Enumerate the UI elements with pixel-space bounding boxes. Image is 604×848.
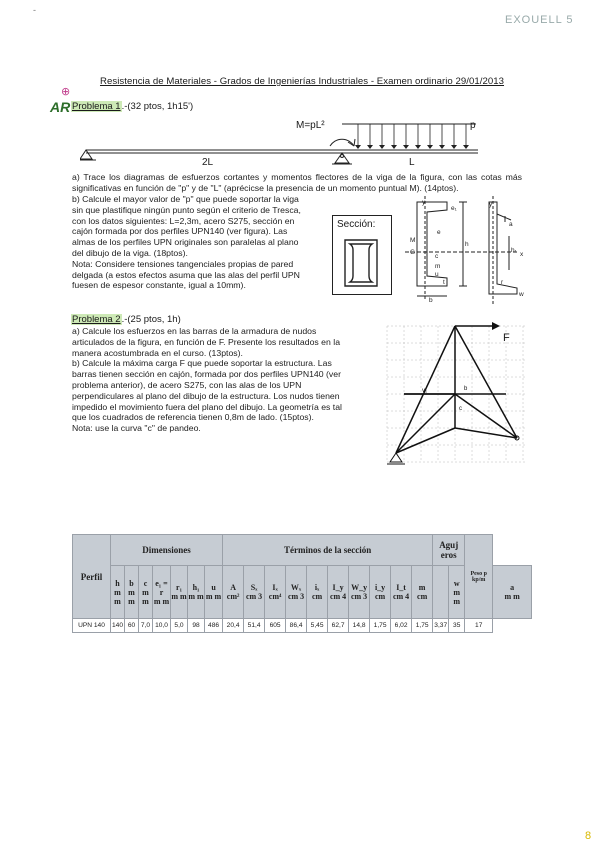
page-number: 8 <box>585 830 592 842</box>
problem2-line: Nota: use la curva "c" de pandeo. <box>72 423 201 434</box>
problem1-b-line: b) Calcule el mayor valor de "p" que puede soportar la viga <box>72 194 299 204</box>
problem1-b-line: con los datos siguientes: L=2,3m, acero S275, sección en <box>72 215 295 226</box>
problem1-b-line: fuesen de espesor constante, igual a 10mm). <box>72 280 246 291</box>
problem2-title <box>71 314 181 325</box>
table-row: UPN 140 140 60 7,0 10,0 5,0 98 486 20,4 51,4 605 86,4 5,45 62,7 14,8 1,75 6,02 1,75 3,37 35 17 <box>73 619 532 633</box>
upn-label-y2: y <box>489 201 493 208</box>
col-a: a m m <box>493 566 532 619</box>
distributed-load-arrows <box>358 124 466 148</box>
beam-span-right: L <box>409 157 415 168</box>
beam-load-label: p <box>470 120 476 131</box>
problem1-b-line: sin que plastifique ningún punto según el criterio de Tresca, <box>72 204 301 215</box>
problem2-text <box>72 326 378 434</box>
problem1-label: Problema 1 <box>72 101 121 112</box>
col-Wx: Wₓ cm 3 <box>286 566 307 619</box>
col-Wy: W_y cm 3 <box>349 566 370 619</box>
upn-label-ey: e <box>437 229 441 236</box>
problem1-b-line: Nota: Considere tensiones tangenciales propias de pared <box>72 258 294 269</box>
problem2-line: impedido el movimiento fuera del plano del dibujo. La geometría es tal <box>72 401 342 412</box>
upn-profile-drawing <box>405 196 535 308</box>
upn-label-h: h <box>465 241 469 248</box>
moment-arc <box>330 139 354 146</box>
annotation-initials: AR <box>50 99 71 115</box>
upn-label-b: b <box>429 297 433 304</box>
col-w: w m m <box>449 566 465 619</box>
upn-label-M: M <box>410 237 416 244</box>
group-terminos: Términos de la sección <box>223 535 433 566</box>
problem2-line: que los cuadrados de referencia tienen 0,8m de lado. (15ptos). <box>72 412 314 423</box>
force-arrowhead <box>492 322 500 330</box>
col-ix: iₓ cm <box>307 566 328 619</box>
upn-properties-table <box>72 534 532 646</box>
col-Sx: Sₓ cm 3 <box>244 566 265 619</box>
upn-label-u: u <box>435 271 439 278</box>
upn-label-w: w <box>519 291 524 298</box>
problem1-b-line: almas de los perfiles UPN originales son paralelas al plano <box>72 237 299 248</box>
upn-label-c: c <box>435 253 439 260</box>
problem1-points: .-(32 ptos, 1h15') <box>121 101 194 112</box>
truss-force-label: F <box>503 332 510 344</box>
beam-span-left: 2L <box>202 157 214 168</box>
problem1-b-line: cajón formada por dos perfiles UPN140 (ver figura). Las <box>72 226 288 237</box>
group-dimensiones: Dimensiones <box>111 535 223 566</box>
col-iy: i_y cm <box>370 566 391 619</box>
col-e1: e₁ = r m m <box>153 566 171 619</box>
truss-supports <box>387 436 519 464</box>
beam-moment-label: M=pL² <box>296 120 325 131</box>
problem2-line: manera acostumbrada en el curso. (13ptos). <box>72 347 243 358</box>
truss-label-b: b <box>464 386 468 392</box>
group-agujeros: Aguj eros <box>433 535 465 566</box>
exam-header: Resistencia de Materiales - Grados de Ingenierías Industriales - Examen ordinario 29/01/2013 <box>99 76 505 87</box>
problem1-b-line: delgada (a estos efectos asuma que las alas del perfil UPN <box>72 269 300 280</box>
problem2-label: Problema 2 <box>72 314 121 325</box>
truss-bars <box>396 326 517 453</box>
upn-label-x: x <box>520 251 524 258</box>
problem1-b-line: del dibujo de la viga. (18ptos). <box>72 247 188 258</box>
col-Ix: Iₓ cm⁴ <box>265 566 286 619</box>
col-A: A cm² <box>223 566 244 619</box>
upn-label-r: r <box>501 279 504 286</box>
problem2-line: perpendiculares al plano del dibujo de la estructura. Los nudos tienen <box>72 390 340 401</box>
col-m: m cm <box>412 566 433 619</box>
col-peso: Peso p kp/m <box>465 535 493 619</box>
upn-label-m: m <box>435 263 441 270</box>
truss-label-v1: v₁ <box>422 388 428 394</box>
col-u: u m m <box>205 566 223 619</box>
col-h: h m m <box>111 566 125 619</box>
upn-label-t: t <box>443 279 445 286</box>
problem2-line: barras tienen sección en cajón, formada por dos perfiles UPN140 (ver <box>72 369 341 380</box>
truss-label-c: c <box>459 406 462 412</box>
corner-note: EXOUELL 5 <box>505 14 574 26</box>
upn-label-e1: e₁ <box>451 205 457 212</box>
col-perfil: Perfil <box>73 535 111 619</box>
problem2-line: problema anterior), de acero S275, con las alas de los UPN <box>72 379 302 390</box>
problem2-line: articulados de la figura, en función de F. Presente los resultados en la <box>72 336 341 347</box>
col-c: c m m <box>139 566 153 619</box>
upn-label-a: a <box>509 221 513 228</box>
upn-label-G: G <box>410 249 416 256</box>
problem2-line: b) Calcule la máxima carga F que puede soportar la estructura. Las <box>72 358 332 369</box>
corner-tick: - <box>33 5 36 15</box>
left-support <box>80 150 92 159</box>
upn-label-y: y <box>422 199 426 206</box>
upn-label-h1: h₁ <box>511 247 517 254</box>
section-label: Sección: <box>337 219 376 230</box>
col-r1: r₁ m m <box>171 566 188 619</box>
col-h1: h₁ m m <box>188 566 205 619</box>
col-blank <box>433 566 449 619</box>
col-It: I_t cm 4 <box>391 566 412 619</box>
problem1-title <box>71 101 193 112</box>
annotation-symbol: ⊕ <box>61 86 71 98</box>
beam-figure <box>80 112 500 174</box>
col-Iy: I_y cm 4 <box>328 566 349 619</box>
problem1-part-b <box>72 194 328 291</box>
upn-front-view <box>417 202 447 286</box>
problem2-points: .-(25 ptos, 1h) <box>121 314 181 325</box>
col-b: b m m <box>125 566 139 619</box>
box-section-drawing <box>343 238 379 288</box>
problem1-part-a: a) Trace los diagramas de esfuerzos cortantes y momentos flectores de la viga de la figura, con las cotas más significativas en función de "p" y de "L" (aprécicse la presencia de un momento puntual M). (14ptos). <box>72 172 522 193</box>
problem2-line: a) Calcule los esfuerzos en las barras de la armadura de nudos <box>72 326 317 336</box>
